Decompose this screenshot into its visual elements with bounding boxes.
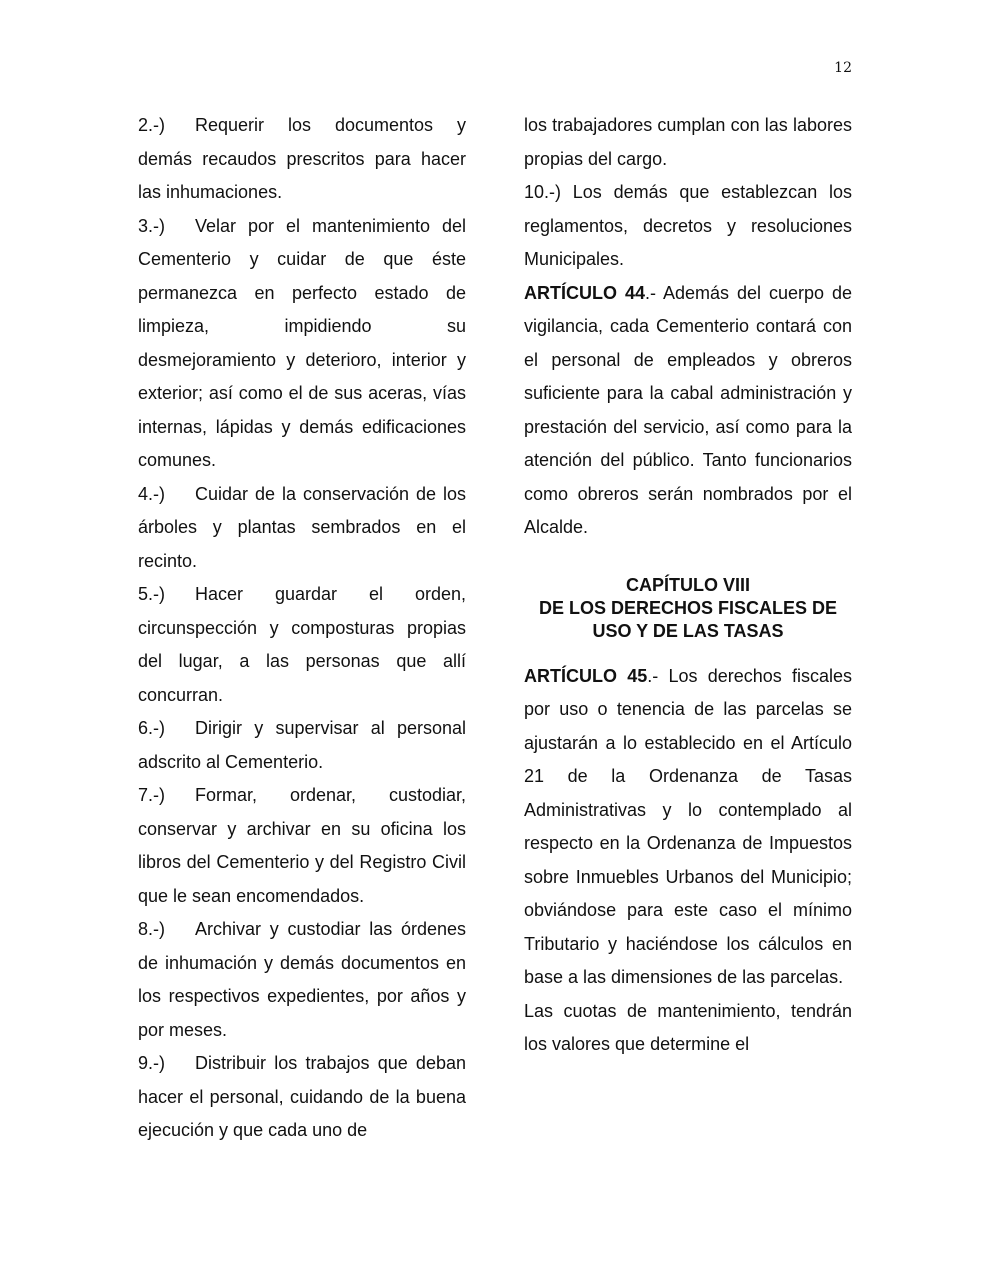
article-45 xyxy=(524,660,852,995)
article-44 xyxy=(524,277,852,545)
item-text: Velar por el mantenimiento del Cementerio y cuidar de que éste permanezca en perfecto estado de limpieza, impidiendo su desmejoramiento y deterioro, interior y exterior; así como el de sus aceras, vías internas, lápidas y demás edificaciones comunes. xyxy=(138,215,466,470)
chapter-number: CAPÍTULO VIII xyxy=(625,574,750,595)
chapter-heading xyxy=(524,574,852,643)
item-text: Cuidar de la conservación de los árboles y plantas sembrados en el recinto. xyxy=(138,483,466,571)
list-item xyxy=(138,712,466,779)
article-text: Los derechos fiscales por uso o tenencia de las parcelas se ajustarán a lo establecido en el Artículo 21 de la Ordenanza de Tasas Administrativas y lo contemplado al respecto en la Ordenanza de Impuestos sobre Inmuebles Urbanos del Municipio; obviándose para este caso el mínimo Tributario y haciéndose los cálculos en base a las dimensiones de las parcelas. xyxy=(524,665,852,987)
list-item xyxy=(138,210,466,478)
item-text: Hacer guardar el orden, circunspección y composturas propias del lugar, a las personas que allí concurran. xyxy=(138,584,466,705)
chapter-title-line-1: DE LOS DERECHOS FISCALES DE xyxy=(538,597,838,618)
item-text: Formar, ordenar, custodiar, conservar y archivar en su oficina los libros del Cementerio y del Registro Civil que le sean encomendados. xyxy=(138,785,466,906)
article-text: Además del cuerpo de vigilancia, cada Cementerio contará con el personal de empleados y obreros suficiente para la cabal administración y prestación del servicio, así como para la atención del público. Tanto funcionarios como obreros serán nombrados por el Alcalde. xyxy=(524,282,852,537)
page-number: 12 xyxy=(834,60,852,76)
item-number: 10.-) xyxy=(524,182,562,202)
item-number: 6.-) xyxy=(138,718,165,738)
item-number: 4.-) xyxy=(138,483,165,504)
left-column xyxy=(138,109,466,1148)
item-number: 3.-) xyxy=(138,215,165,236)
item-number: 8.-) xyxy=(138,919,165,939)
continuation-paragraph: los trabajadores cumplan con las labores propias del cargo. xyxy=(524,115,852,169)
list-item xyxy=(138,109,466,210)
item-number: 5.-) xyxy=(138,584,165,604)
final-paragraph: Las cuotas de mantenimiento, tendrán los valores que determine el xyxy=(524,1000,852,1054)
list-item xyxy=(524,176,852,277)
list-item xyxy=(138,1047,466,1148)
item-text: Archivar y custodiar las órdenes de inhumación y demás documentos en los respectivos expedientes, por años y por meses. xyxy=(138,919,466,1040)
item-text: Los demás que establezcan los reglamentos, decretos y resoluciones Municipales. xyxy=(524,182,852,269)
list-item xyxy=(138,578,466,712)
item-text: Dirigir y supervisar al personal adscrito al Cementerio. xyxy=(138,718,466,772)
list-item xyxy=(138,779,466,913)
article-heading: ARTÍCULO 44 xyxy=(524,282,645,303)
item-number: 9.-) xyxy=(138,1053,165,1073)
right-column xyxy=(524,109,852,1062)
list-item xyxy=(138,913,466,1047)
article-separator: .- xyxy=(647,665,659,686)
chapter-title-line-2: USO Y DE LAS TASAS xyxy=(592,620,784,641)
item-text: Distribuir los trabajos que deban hacer el personal, cuidando de la buena ejecución y que cada uno de xyxy=(138,1053,466,1140)
article-separator: .- xyxy=(644,282,656,303)
item-number: 7.-) xyxy=(138,785,165,805)
item-text: Requerir los documentos y demás recaudos prescritos para hacer las inhumaciones. xyxy=(138,115,466,202)
item-number: 2.-) xyxy=(138,115,165,135)
article-heading: ARTÍCULO 45 xyxy=(524,665,648,686)
list-item xyxy=(138,478,466,579)
